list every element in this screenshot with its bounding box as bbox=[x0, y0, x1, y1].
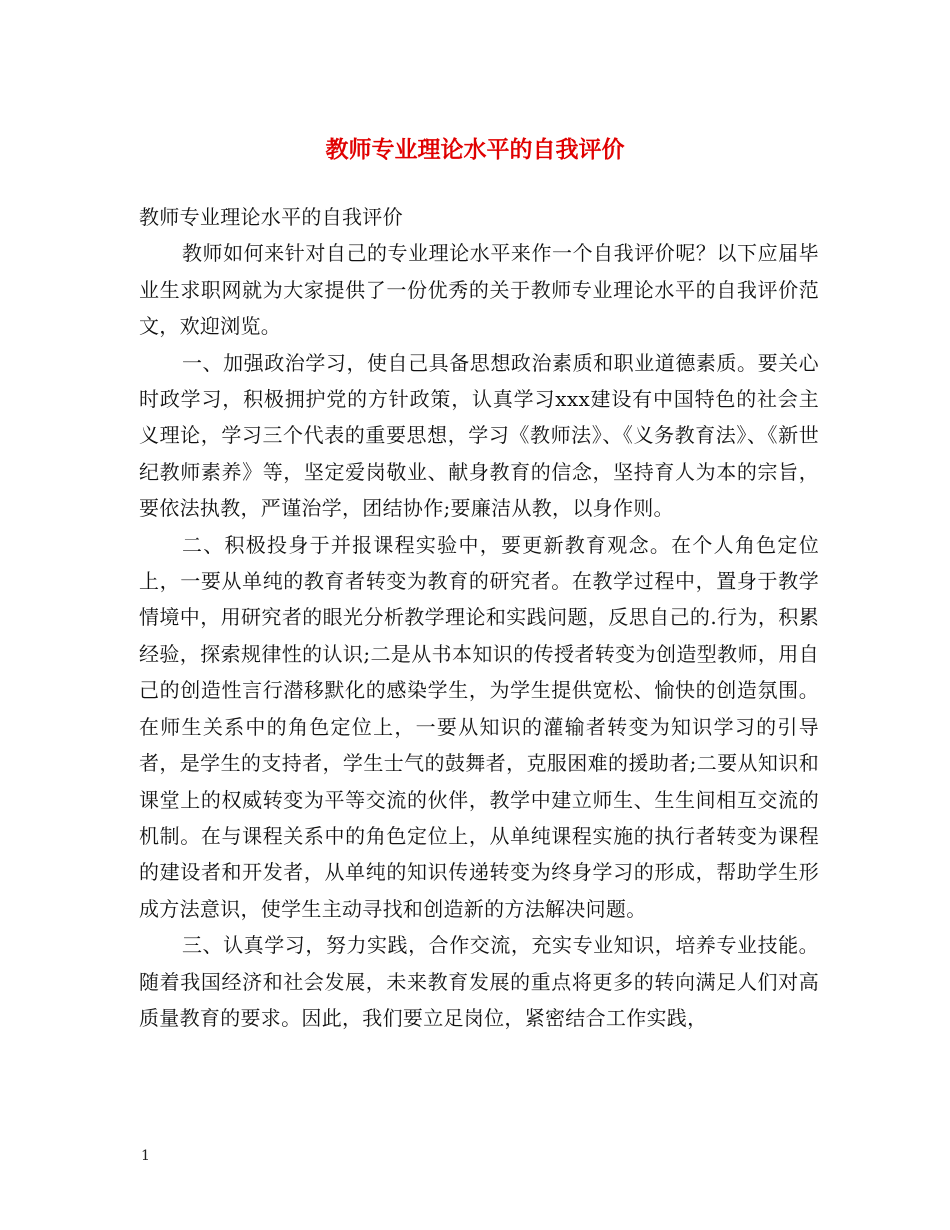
page-number: 1 bbox=[141, 1148, 150, 1164]
paragraph-section-3: 三、认真学习，努力实践，合作交流，充实专业知识，培养专业技能。随着我国经济和社会发展，未来教育发展的重点将更多的转向满足人们对高质量教育的要求。因此，我们要立足岗位，紧密结合工作实践， bbox=[139, 933, 819, 1030]
document-subtitle: 教师专业理论水平的自我评价 bbox=[139, 205, 403, 229]
document-body bbox=[139, 199, 819, 1036]
document-title: 教师专业理论水平的自我评价 bbox=[325, 137, 625, 163]
paragraph-intro: 教师如何来针对自己的专业理论水平来作一个自我评价呢？以下应届毕业生求职网就为大家提供了一份优秀的关于教师专业理论水平的自我评价范文，欢迎浏览。 bbox=[139, 241, 819, 339]
paragraph-section-2: 二、积极投身于并报课程实验中，要更新教育观念。在个人角色定位上，一要从单纯的教育者转变为教育的研究者。在教学过程中，置身于教学情境中，用研究者的眼光分析教学理论和实践问题，反思自己的.行为，积累经验，探索规律性的认识;二是从书本知识的传授者转变为创造型教师，用自己的创造性言行潜移默化的感染学生，为学生提供宽松、愉快的创造氛围。在师生关系中的角色定位上，一要从知识的灌输者转变为知识学习的引导者，是学生的支持者，学生士气的鼓舞者，克服困难的援助者;二要从知识和课堂上的权威转变为平等交流的伙伴，教学中建立师生、生生间相互交流的机制。在与课程关系中的角色定位上，从单纯课程实施的执行者转变为课程的建设者和开发者，从单纯的知识传递转变为终身学习的形成，帮助学生形成方法意识，使学生主动寻找和创造新的方法解决问题。 bbox=[139, 532, 819, 921]
paragraph-section-1: 一、加强政治学习，使自己具备思想政治素质和职业道德素质。要关心时政学习，积极拥护党的方针政策，认真学习xxx建设有中国特色的社会主义理论，学习三个代表的重要思想，学习《教师法》、《义务教育法》、《新世纪教师素养》等，坚定爱岗敬业、献身教育的信念，坚持育人为本的宗旨，要依法执教，严谨治学，团结协作;要廉洁从教，以身作则。 bbox=[139, 350, 819, 521]
